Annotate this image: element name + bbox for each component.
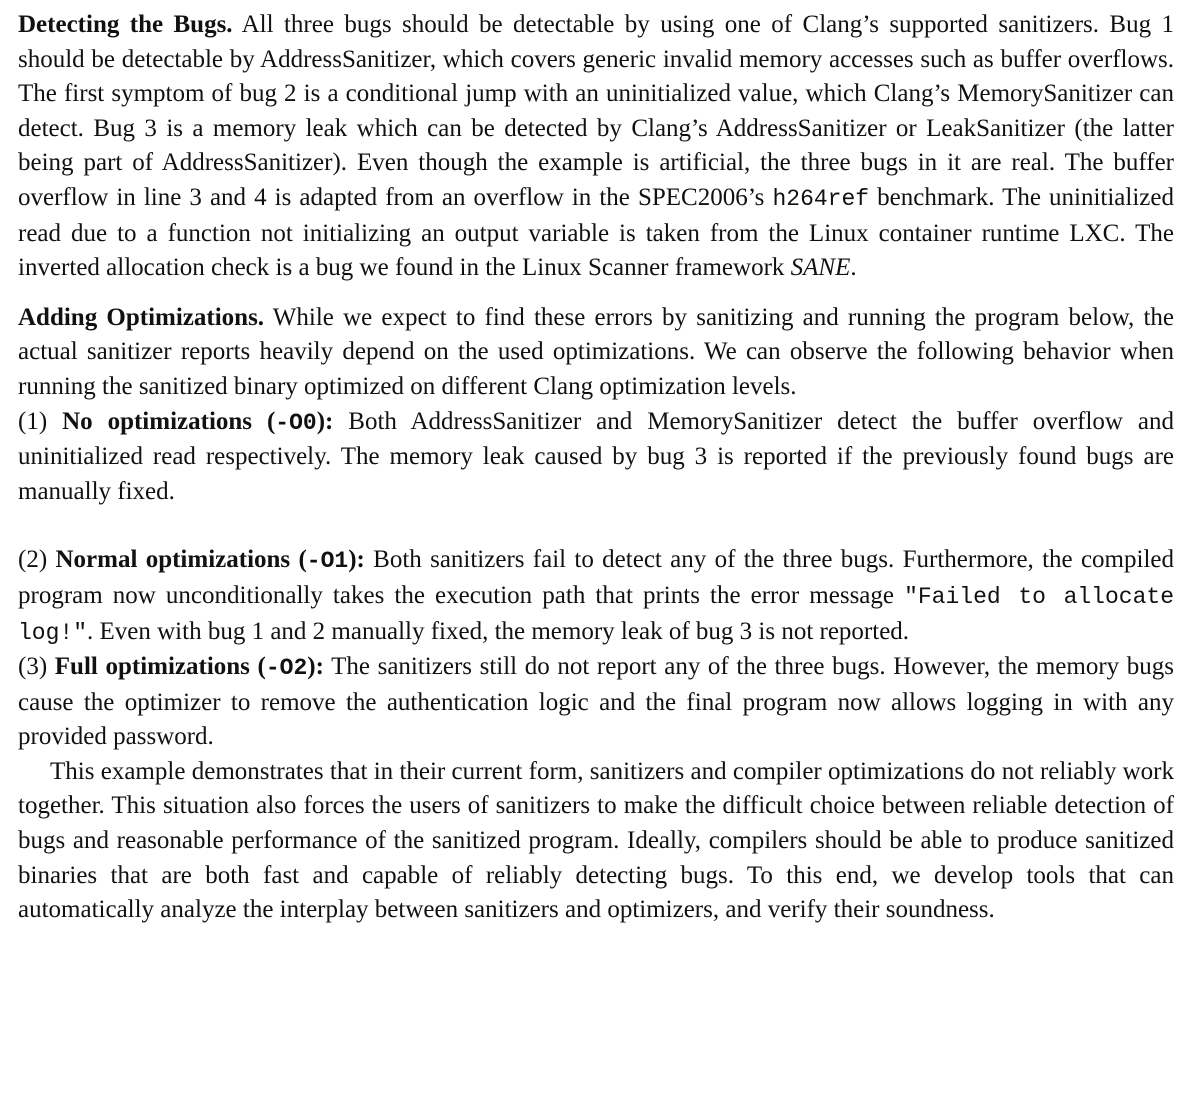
- list-number: (1): [18, 407, 63, 435]
- code-error-message: "Failed to allocate log!": [18, 583, 1174, 646]
- list-number: (2): [18, 546, 56, 574]
- detecting-text-2: benchmark. The uninitialized read due to a function not initializing an output variable is taken from the Linux container runtime LXC. The inverted allocation check is a bug we found in the Linux Scanner framework: [18, 183, 1174, 282]
- label-post: ):: [307, 653, 324, 681]
- flag-o2: -O2: [265, 655, 308, 682]
- heading-detecting-bugs: Detecting the Bugs.: [18, 11, 233, 38]
- list-label: [55, 546, 364, 573]
- paper-page: [18, 8, 1174, 928]
- list-number: (3): [18, 653, 55, 681]
- list-text-2: . Even with bug 1 and 2 manually fixed, the memory leak of bug 3 is not reported.: [87, 617, 910, 645]
- list-text: Both AddressSanitizer and MemorySanitizer detect the buffer overflow and uninitialized read respectively. The memory leak caused by bug 3 is reported if the previously found bugs are manually fixed.: [18, 407, 1175, 505]
- list-item-o2: [18, 650, 1174, 755]
- sane-italic: SANE: [790, 254, 851, 282]
- heading-adding-optimizations: Adding Optimizations.: [18, 303, 265, 331]
- label-pre: Full optimizations (: [54, 653, 266, 681]
- paragraph-adding-optimizations: [18, 301, 1174, 405]
- detecting-text-3: .: [850, 254, 857, 282]
- list-text: Both sanitizers fail to detect any of the three bugs. Furthermore, the compiled program now unconditionally takes the execution path that prints the error message: [18, 546, 1174, 609]
- label-pre: No optimizations (: [62, 407, 276, 435]
- code-h264ref: h264ref: [772, 185, 870, 212]
- paragraph-closing: This example demonstrates that in their current form, sanitizers and compiler optimizations do not reliably work together. This situation also forces the users of sanitizers to make the difficult choice between reliable detection of bugs and reasonable performance of the sanitized program. Ideally, compilers should be able to produce sanitized binaries that are both fast and capable of reliably detecting bugs. To this end, we develop tools that can automatically analyze the interplay between sanitizers and optimizers, and verify their soundness.: [18, 757, 1174, 924]
- list-label: [62, 408, 333, 435]
- list-label: [55, 653, 324, 680]
- adding-text: While we expect to find these errors by sanitizing and running the program below, the actual sanitizer reports heavily depend on the used optimizations. We can observe the following behavior when running the sanitized binary optimized on different Clang optimization levels.: [18, 303, 1174, 400]
- list-item-o0: [18, 405, 1174, 510]
- list-text: The sanitizers still do not report any of the three bugs. However, the memory bugs cause the optimizer to remove the authentication logic and the final program now allows logging in with any provided password.: [18, 653, 1175, 751]
- paragraph-detecting-bugs: [18, 8, 1174, 286]
- flag-o0: -O0: [275, 409, 317, 436]
- label-post: ):: [348, 546, 365, 574]
- detecting-text-1: All three bugs should be detectable by using one of Clang’s supported sanitizers. Bug 1 should be detectable by AddressSanitizer, which covers generic invalid memory accesses such as buffer overflows. The first symptom of bug 2 is a conditional jump with an uninitialized value, which Clang’s MemorySanitizer can detect. Bug 3 is a memory leak which can be detected by Clang’s AddressSanitizer or LeakSanitizer (the latter being part of AddressSanitizer). Even though the example is artificial, the three bugs in it are real. The buffer overflow in line 3 and 4 is adapted from an overflow in the SPEC2006’s: [18, 11, 1174, 211]
- label-post: ):: [316, 407, 334, 435]
- flag-o1: -O1: [306, 548, 349, 575]
- label-pre: Normal optimizations (: [55, 546, 307, 574]
- list-item-o1: [18, 543, 1174, 650]
